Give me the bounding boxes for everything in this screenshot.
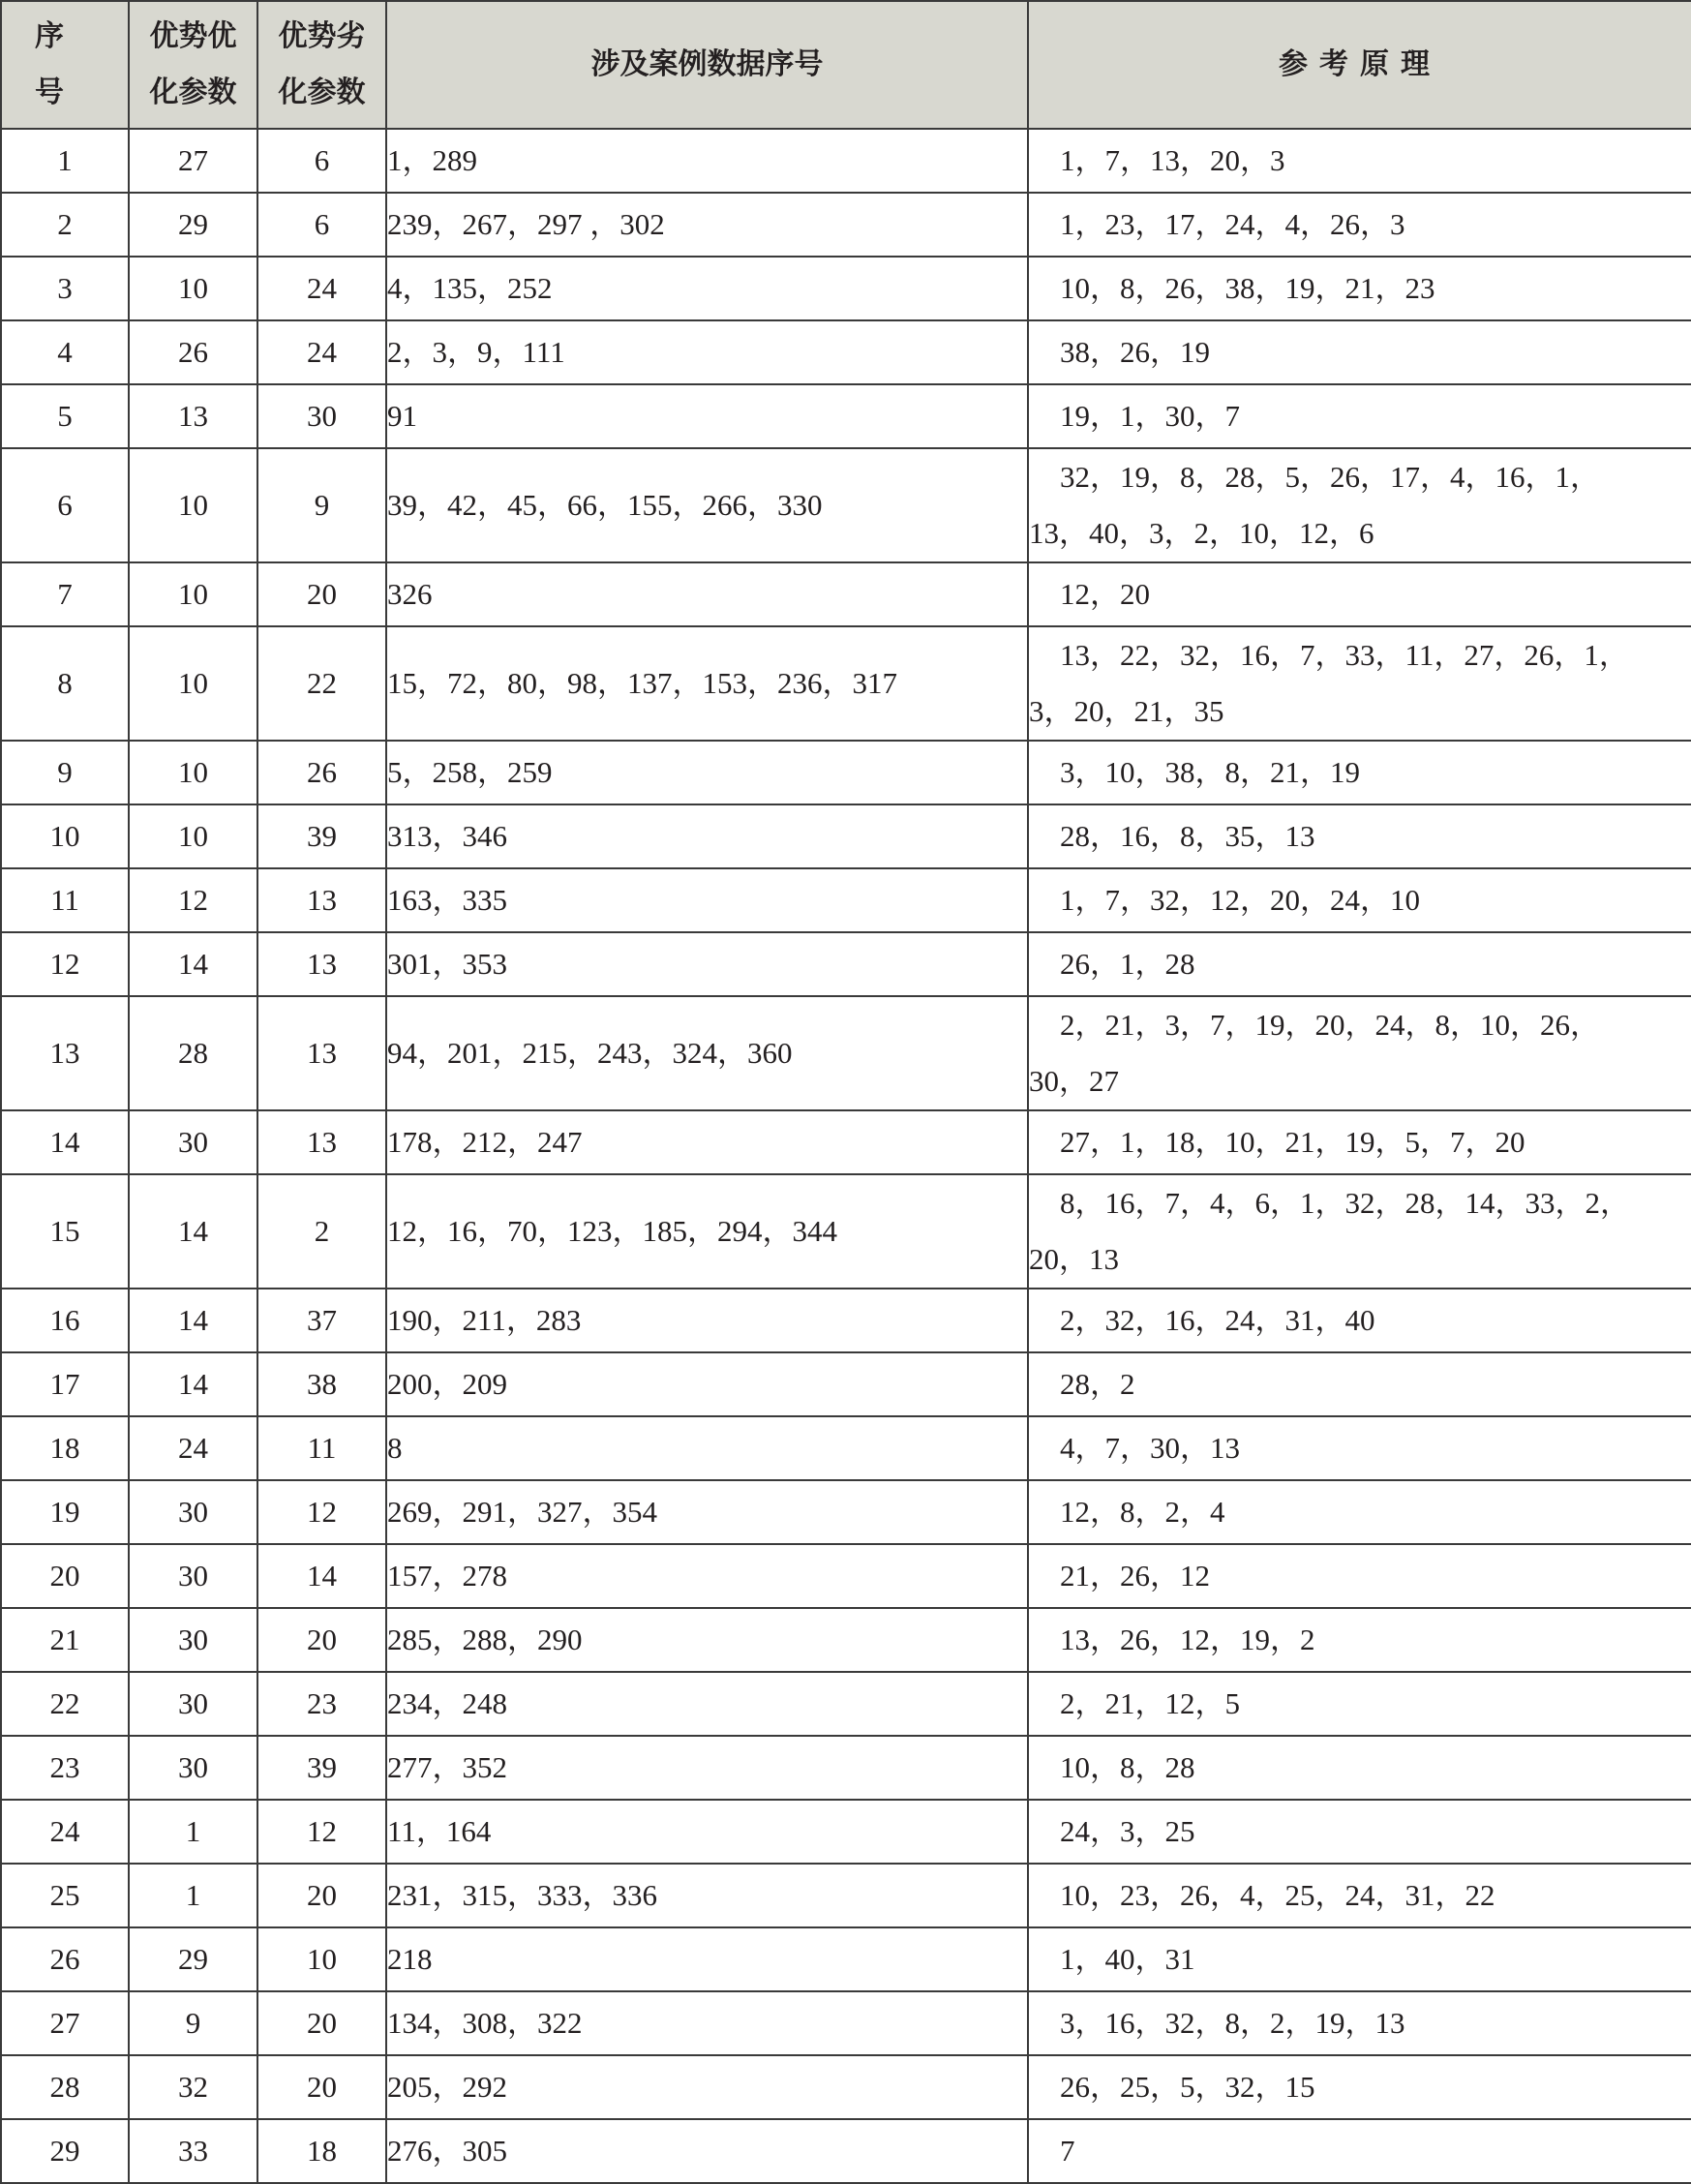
cell-case-ids: 15，72，80，98，137，153，236，317 [386, 626, 1028, 741]
principles-line: 13，40，3，2，10，12，6 [1029, 516, 1374, 550]
cell-worsening-param: 14 [257, 1544, 386, 1608]
cell-worsening-param: 20 [257, 562, 386, 626]
table-row [1, 257, 1691, 320]
cell-principles [1028, 1544, 1691, 1608]
cell-case-ids: 276，305 [386, 2119, 1028, 2183]
table-row [1, 1352, 1691, 1416]
cell-index: 7 [1, 562, 129, 626]
principles-line: 3，16，32，8，2，19，13 [1060, 2006, 1405, 2040]
principles-line: 2，21，12，5 [1060, 1686, 1240, 1720]
table-row [1, 384, 1691, 448]
cell-case-ids: 11，164 [386, 1800, 1028, 1864]
cell-principles [1028, 996, 1691, 1110]
table-row [1, 1864, 1691, 1927]
cell-principles [1028, 562, 1691, 626]
cell-case-ids: 301，353 [386, 932, 1028, 996]
principles-line: 20，13 [1029, 1242, 1119, 1276]
principles-line: 10，8，28 [1060, 1750, 1195, 1784]
cell-principles [1028, 1416, 1691, 1480]
cell-worsening-param: 30 [257, 384, 386, 448]
cell-improving-param: 10 [129, 448, 257, 562]
cell-principles [1028, 1480, 1691, 1544]
cell-principles [1028, 1736, 1691, 1800]
cell-index: 17 [1, 1352, 129, 1416]
cell-index: 28 [1, 2055, 129, 2119]
table-row [1, 804, 1691, 868]
table-row [1, 1174, 1691, 1289]
cell-case-ids: 163，335 [386, 868, 1028, 932]
cell-worsening-param: 39 [257, 804, 386, 868]
cell-index: 19 [1, 1480, 129, 1544]
cell-worsening-param: 37 [257, 1289, 386, 1352]
header-improving-param-text: 优势优化参数 [149, 19, 237, 109]
cell-improving-param: 29 [129, 193, 257, 257]
cell-principles [1028, 1110, 1691, 1174]
principles-line: 4，7，30，13 [1060, 1431, 1240, 1465]
table-row [1, 626, 1691, 741]
table-row [1, 1544, 1691, 1608]
cell-index: 25 [1, 1864, 129, 1927]
cell-index: 1 [1, 129, 129, 193]
cell-index: 3 [1, 257, 129, 320]
cell-improving-param: 9 [129, 1991, 257, 2055]
table-row [1, 320, 1691, 384]
cell-principles [1028, 448, 1691, 562]
cell-index: 12 [1, 932, 129, 996]
cell-worsening-param: 2 [257, 1174, 386, 1289]
table-row [1, 193, 1691, 257]
principles-line: 28，16，8，35，13 [1060, 819, 1315, 853]
cell-case-ids: 94，201，215，243，324，360 [386, 996, 1028, 1110]
cell-case-ids: 4，135，252 [386, 257, 1028, 320]
cell-improving-param: 27 [129, 129, 257, 193]
principles-line: 19，1，30，7 [1060, 399, 1240, 433]
cell-principles [1028, 2055, 1691, 2119]
cell-index: 24 [1, 1800, 129, 1864]
cell-worsening-param: 20 [257, 1864, 386, 1927]
table-row [1, 562, 1691, 626]
cell-principles [1028, 1927, 1691, 1991]
cell-index: 21 [1, 1608, 129, 1672]
cell-principles [1028, 1289, 1691, 1352]
cell-worsening-param: 6 [257, 193, 386, 257]
cell-improving-param: 10 [129, 257, 257, 320]
principles-line: 12，20 [1060, 577, 1150, 611]
cell-case-ids: 1，289 [386, 129, 1028, 193]
principles-line: 2，21，3，7，19，20，24，8，10，26， [1060, 1008, 1600, 1042]
table-row [1, 448, 1691, 562]
cell-worsening-param: 12 [257, 1480, 386, 1544]
cell-principles [1028, 2119, 1691, 2183]
table-row [1, 1110, 1691, 1174]
cell-case-ids: 8 [386, 1416, 1028, 1480]
cell-worsening-param: 13 [257, 932, 386, 996]
cell-case-ids: 234，248 [386, 1672, 1028, 1736]
cell-improving-param: 1 [129, 1800, 257, 1864]
principles-line: 38，26，19 [1060, 335, 1210, 369]
principles-line: 13，22，32，16，7，33，11，27，26，1， [1060, 638, 1629, 672]
principles-line: 26，25，5，32，15 [1060, 2070, 1315, 2104]
cell-case-ids: 205，292 [386, 2055, 1028, 2119]
cell-index: 9 [1, 741, 129, 804]
cell-index: 11 [1, 868, 129, 932]
cell-index: 16 [1, 1289, 129, 1352]
cell-principles [1028, 1352, 1691, 1416]
cell-principles [1028, 1800, 1691, 1864]
table-row [1, 1800, 1691, 1864]
principles-line: 1，7，13，20，3 [1060, 143, 1285, 177]
cell-worsening-param: 24 [257, 320, 386, 384]
principles-line: 27，1，18，10，21，19，5，7，20 [1060, 1125, 1525, 1159]
table-row [1, 1736, 1691, 1800]
cell-improving-param: 29 [129, 1927, 257, 1991]
cell-index: 15 [1, 1174, 129, 1289]
principles-line: 1，23，17，24，4，26，3 [1060, 207, 1405, 241]
cell-improving-param: 10 [129, 626, 257, 741]
header-principles: 参考原理 [1028, 1, 1691, 129]
cell-index: 27 [1, 1991, 129, 2055]
cell-case-ids: 12，16，70，123，185，294，344 [386, 1174, 1028, 1289]
table-row [1, 1480, 1691, 1544]
table-row [1, 129, 1691, 193]
cell-principles [1028, 1991, 1691, 2055]
cell-worsening-param: 20 [257, 1991, 386, 2055]
principles-line: 1，7，32，12，20，24，10 [1060, 883, 1420, 917]
cell-case-ids: 178，212，247 [386, 1110, 1028, 1174]
cell-case-ids: 269，291，327，354 [386, 1480, 1028, 1544]
cell-principles [1028, 257, 1691, 320]
table-row [1, 868, 1691, 932]
principles-line: 7 [1060, 2134, 1075, 2168]
cell-worsening-param: 39 [257, 1736, 386, 1800]
table-row [1, 1927, 1691, 1991]
cell-improving-param: 10 [129, 741, 257, 804]
table-row [1, 932, 1691, 996]
cell-principles [1028, 193, 1691, 257]
cell-worsening-param: 23 [257, 1672, 386, 1736]
cell-principles [1028, 868, 1691, 932]
principles-line: 32，19，8，28，5，26，17，4，16，1， [1060, 460, 1600, 494]
cell-improving-param: 10 [129, 804, 257, 868]
cell-worsening-param: 38 [257, 1352, 386, 1416]
principles-line: 10，23，26，4，25，24，31，22 [1060, 1878, 1495, 1912]
principles-line: 3，20，21，35 [1029, 694, 1224, 728]
cell-case-ids: 200，209 [386, 1352, 1028, 1416]
cell-case-ids: 218 [386, 1927, 1028, 1991]
cell-improving-param: 14 [129, 1174, 257, 1289]
cell-improving-param: 13 [129, 384, 257, 448]
principles-line: 12，8，2，4 [1060, 1495, 1225, 1529]
cell-improving-param: 12 [129, 868, 257, 932]
cell-improving-param: 14 [129, 1289, 257, 1352]
cell-principles [1028, 129, 1691, 193]
principles-line: 24，3，25 [1060, 1814, 1195, 1848]
principles-line: 30，27 [1029, 1064, 1119, 1098]
cell-principles [1028, 804, 1691, 868]
cell-improving-param: 33 [129, 2119, 257, 2183]
cell-worsening-param: 20 [257, 1608, 386, 1672]
header-improving-param [129, 1, 257, 129]
cell-worsening-param: 18 [257, 2119, 386, 2183]
cell-principles [1028, 626, 1691, 741]
cell-case-ids: 190，211，283 [386, 1289, 1028, 1352]
table-row [1, 1608, 1691, 1672]
cell-improving-param: 26 [129, 320, 257, 384]
cell-index: 26 [1, 1927, 129, 1991]
cell-case-ids: 2，3，9，111 [386, 320, 1028, 384]
table-row [1, 741, 1691, 804]
cell-improving-param: 32 [129, 2055, 257, 2119]
principles-line: 1，40，31 [1060, 1942, 1195, 1976]
cell-case-ids: 91 [386, 384, 1028, 448]
cell-improving-param: 24 [129, 1416, 257, 1480]
cell-principles [1028, 932, 1691, 996]
principles-line: 26，1，28 [1060, 947, 1195, 981]
cell-index: 8 [1, 626, 129, 741]
header-case-ids: 涉及案例数据序号 [386, 1, 1028, 129]
cell-worsening-param: 13 [257, 868, 386, 932]
cell-case-ids: 239，267，297 ，302 [386, 193, 1028, 257]
cell-principles [1028, 1174, 1691, 1289]
cell-worsening-param: 13 [257, 996, 386, 1110]
cell-principles [1028, 1672, 1691, 1736]
header-index: 序号 [1, 1, 129, 129]
cell-index: 6 [1, 448, 129, 562]
cell-principles [1028, 320, 1691, 384]
cell-index: 2 [1, 193, 129, 257]
cell-case-ids: 277，352 [386, 1736, 1028, 1800]
cell-case-ids: 5，258，259 [386, 741, 1028, 804]
cell-improving-param: 14 [129, 1352, 257, 1416]
cell-case-ids: 134，308，322 [386, 1991, 1028, 2055]
cell-improving-param: 10 [129, 562, 257, 626]
table-row [1, 1289, 1691, 1352]
cell-case-ids: 326 [386, 562, 1028, 626]
table-row [1, 1672, 1691, 1736]
cell-case-ids: 157，278 [386, 1544, 1028, 1608]
table-body [1, 129, 1691, 2183]
cell-worsening-param: 12 [257, 1800, 386, 1864]
cell-worsening-param: 10 [257, 1927, 386, 1991]
cell-principles [1028, 1864, 1691, 1927]
principles-line: 21，26，12 [1060, 1559, 1210, 1592]
cell-principles [1028, 384, 1691, 448]
table-header-row [1, 1, 1691, 129]
cell-improving-param: 30 [129, 1608, 257, 1672]
cell-case-ids: 313，346 [386, 804, 1028, 868]
cell-improving-param: 30 [129, 1480, 257, 1544]
cell-worsening-param: 24 [257, 257, 386, 320]
cell-case-ids: 39，42，45，66，155，266，330 [386, 448, 1028, 562]
table-row [1, 996, 1691, 1110]
cell-principles [1028, 1608, 1691, 1672]
header-worsening-param [257, 1, 386, 129]
cell-index: 29 [1, 2119, 129, 2183]
cell-worsening-param: 9 [257, 448, 386, 562]
principles-line: 28，2 [1060, 1367, 1135, 1401]
cell-worsening-param: 20 [257, 2055, 386, 2119]
principles-line: 10，8，26，38，19，21，23 [1060, 271, 1435, 305]
cell-improving-param: 30 [129, 1736, 257, 1800]
cell-improving-param: 30 [129, 1544, 257, 1608]
cell-case-ids: 285，288，290 [386, 1608, 1028, 1672]
cell-improving-param: 1 [129, 1864, 257, 1927]
cell-index: 4 [1, 320, 129, 384]
principles-line: 3，10，38，8，21，19 [1060, 755, 1360, 789]
cell-improving-param: 14 [129, 932, 257, 996]
cell-index: 23 [1, 1736, 129, 1800]
cell-improving-param: 28 [129, 996, 257, 1110]
cell-improving-param: 30 [129, 1672, 257, 1736]
cell-index: 18 [1, 1416, 129, 1480]
table-row [1, 1991, 1691, 2055]
cell-index: 22 [1, 1672, 129, 1736]
cell-worsening-param: 22 [257, 626, 386, 741]
cell-worsening-param: 11 [257, 1416, 386, 1480]
table-row [1, 1416, 1691, 1480]
cell-principles [1028, 741, 1691, 804]
cell-index: 13 [1, 996, 129, 1110]
cell-case-ids: 231，315，333，336 [386, 1864, 1028, 1927]
table-row [1, 2119, 1691, 2183]
header-worsening-param-text: 优势劣化参数 [278, 19, 366, 109]
principles-line: 13，26，12，19，2 [1060, 1623, 1315, 1656]
cell-improving-param: 30 [129, 1110, 257, 1174]
principles-line: 2，32，16，24，31，40 [1060, 1303, 1375, 1337]
cell-worsening-param: 26 [257, 741, 386, 804]
cell-index: 20 [1, 1544, 129, 1608]
cell-index: 5 [1, 384, 129, 448]
table-row [1, 2055, 1691, 2119]
principles-line: 8，16，7，4，6，1，32，28，14，33，2， [1060, 1186, 1630, 1220]
cell-index: 10 [1, 804, 129, 868]
cell-worsening-param: 6 [257, 129, 386, 193]
cell-worsening-param: 13 [257, 1110, 386, 1174]
cell-index: 14 [1, 1110, 129, 1174]
